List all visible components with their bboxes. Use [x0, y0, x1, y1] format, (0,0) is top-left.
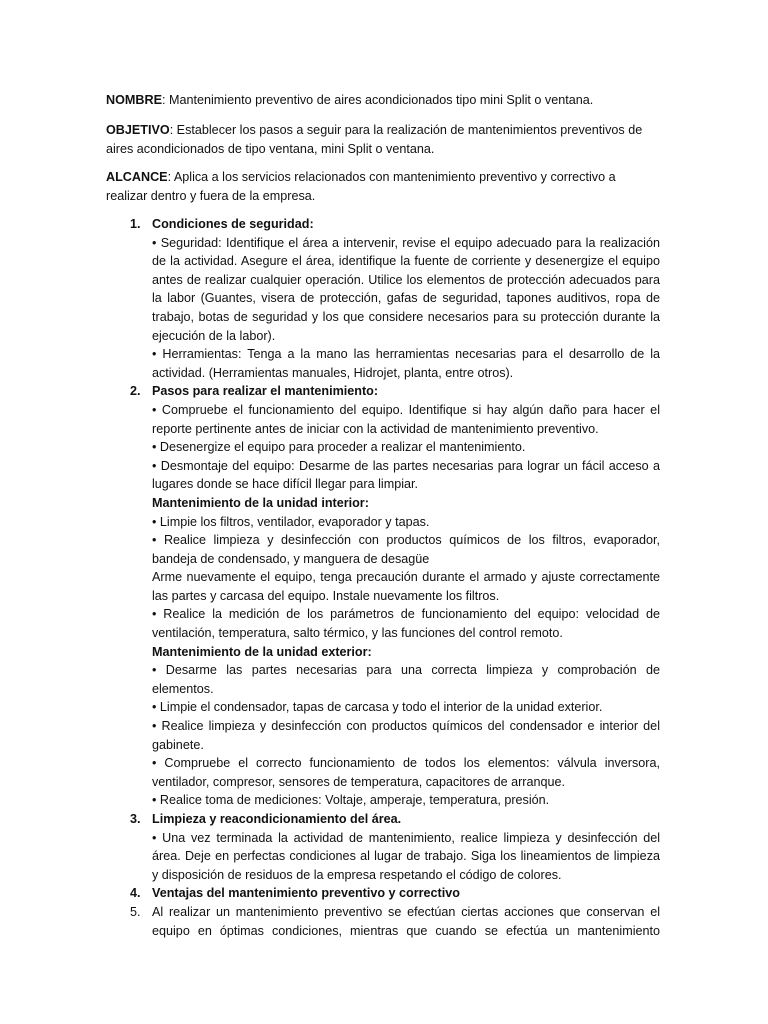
paragraph: • Realice limpieza y desinfección con productos químicos de los filtros, evaporador, bandeja de condensado, y manguera de desagüe	[152, 533, 660, 566]
paragraph: • Limpie los filtros, ventilador, evaporador y tapas.	[152, 514, 430, 529]
section-title: Pasos para realizar el mantenimiento:	[152, 384, 379, 399]
objetivo-text: : Establecer los pasos a seguir para la realización de mantenimientos preventivos de aires acondicionados de tipo ventana, mini Split o ventana.	[106, 123, 643, 156]
objetivo-block	[106, 121, 660, 158]
paragraph: • Una vez terminada la actividad de mantenimiento, realice limpieza y desinfección del área. Deje en perfectas condiciones al lugar de trabajo. Siga los lineamientos de limpieza y disposición de residuos de la empresa respetando el código de colores.	[152, 830, 660, 882]
paragraph: • Seguridad: Identifique el área a intervenir, revise el equipo adecuado para la realización de la actividad. Asegure el área, identifique la fuente de corriente y desenergize el equipo antes de realizar cualquier operación. Utilice los elementos de protección adecuados para la labor (Guantes, visera de protección, gafas de seguridad, tapones auditivos, ropa de trabajo, botas de seguridad y los que considere necesarios para su protección durante la ejecución de la labor).	[152, 235, 660, 343]
paragraph: • Realice limpieza y desinfección con productos químicos del condensador e interior del gabinete.	[152, 719, 660, 752]
section-4	[130, 884, 660, 903]
paragraph: • Limpie el condensador, tapas de carcasa y todo el interior de la unidad exterior.	[152, 700, 603, 715]
section-number: 5.	[130, 904, 141, 919]
section-title: Condiciones de seguridad:	[152, 217, 314, 231]
nombre-label: NOMBRE	[106, 93, 162, 107]
alcance-text: : Aplica a los servicios relacionados con mantenimiento preventivo y correctivo a realizar dentro y fuera de la empresa.	[106, 170, 616, 203]
paragraph: • Desarme las partes necesarias para una correcta limpieza y comprobación de elementos.	[152, 663, 660, 696]
paragraph: • Desmontaje del equipo: Desarme de las partes necesarias para lograr un fácil acceso a lugares donde se hace difícil llegar para limpiar.	[152, 458, 660, 492]
section-3	[130, 810, 660, 884]
section-number: 2.	[130, 384, 141, 399]
subsection-title: Mantenimiento de la unidad interior:	[152, 495, 369, 510]
section-title: Ventajas del mantenimiento preventivo y correctivo	[152, 886, 460, 901]
section-number: 4.	[130, 886, 141, 901]
section-title: Limpieza y reacondicionamiento del área.	[152, 812, 402, 826]
paragraph: • Herramientas: Tenga a la mano las herramientas necesarias para el desarrollo de la actividad. (Herramientas manuales, Hidrojet, planta, entre otros).	[152, 347, 660, 380]
subsection-title: Mantenimiento de la unidad exterior:	[152, 644, 372, 659]
section-number: 3.	[130, 812, 141, 826]
procedure-list	[130, 215, 660, 940]
alcance-block	[106, 168, 660, 205]
paragraph: • Compruebe el funcionamiento del equipo. Identifique si hay algún daño para hacer el reporte pertinente antes de iniciar con la actividad de mantenimiento preventivo.	[152, 402, 660, 436]
paragraph: • Compruebe el correcto funcionamiento de todos los elementos: válvula inversora, ventilador, compresor, sensores de temperatura, capacitores de arranque.	[152, 756, 660, 789]
paragraph: • Realice toma de mediciones: Voltaje, amperaje, temperatura, presión.	[152, 793, 550, 808]
alcance-label: ALCANCE	[106, 170, 168, 184]
nombre-line	[106, 91, 660, 110]
paragraph: Arme nuevamente el equipo, tenga precaución durante el armado y ajuste correctamente las partes y carcasa del equipo. Instale nuevamente los filtros.	[152, 570, 660, 603]
section-2	[130, 382, 660, 810]
section-5	[130, 903, 660, 940]
nombre-text: : Mantenimiento preventivo de aires acondicionados tipo mini Split o ventana.	[161, 93, 594, 107]
section-1	[130, 215, 660, 382]
section-number: 1.	[130, 217, 141, 231]
paragraph: • Desenergize el equipo para proceder a realizar el mantenimiento.	[152, 440, 526, 455]
objetivo-label: OBJETIVO	[106, 123, 170, 137]
paragraph: • Realice la medición de los parámetros de funcionamiento del equipo: velocidad de ventilación, temperatura, salto térmico, y las funciones del control remoto.	[152, 607, 660, 641]
paragraph: Al realizar un mantenimiento preventivo se efectúan ciertas acciones que conservan el equipo en óptimas condiciones, mientras que cuando se efectúa un mantenimiento	[152, 904, 660, 938]
